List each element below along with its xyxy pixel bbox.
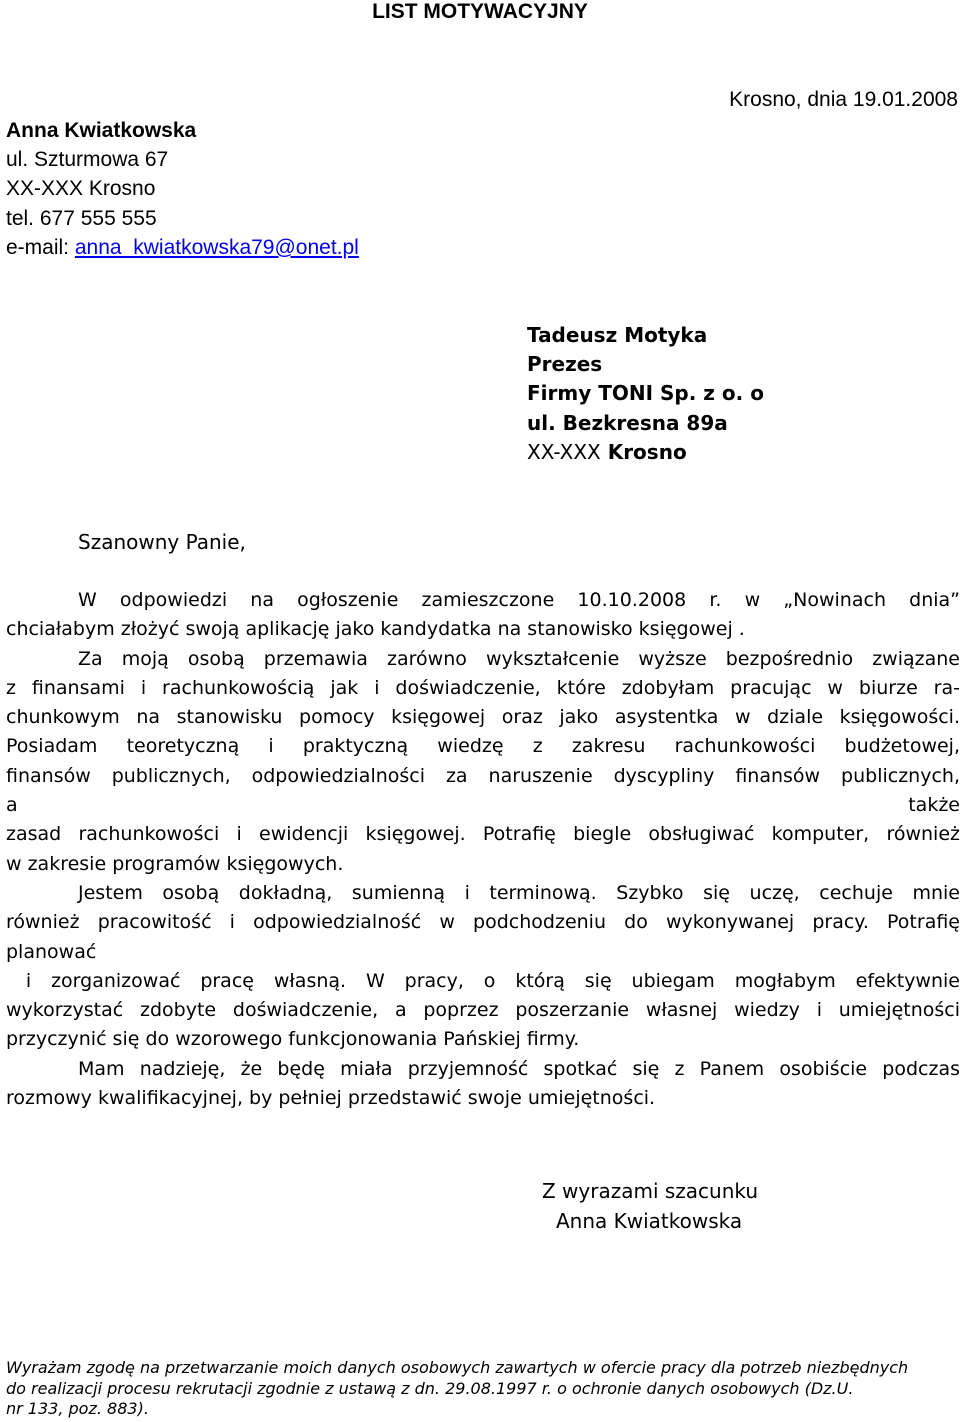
recipient-address — [527, 321, 764, 467]
sender-name: Anna Kwiatkowska — [6, 119, 197, 142]
recipient-name: Tadeusz Motyka — [527, 323, 708, 347]
place-date: Krosno, dnia 19.01.2008 — [729, 88, 958, 111]
body-line: w zakresie programów księgowych. — [6, 852, 344, 875]
consent-line: nr 133, poz. 883). — [6, 1399, 149, 1419]
body-line: planować — [6, 940, 97, 963]
body-line: rozmowy kwalifikacyjnej, by pełniej przedstawić swoje umiejętności. — [6, 1087, 656, 1110]
sender-phone: tel. 677 555 555 — [6, 206, 157, 230]
document-title: LIST MOTYWACYJNY — [372, 0, 588, 23]
closing-block — [542, 1177, 758, 1236]
body-line: Za moją osobą przemawia zarówno wykształcenie wyższe bezpośrednio związane — [78, 647, 960, 670]
body-line: Mam nadzieję, że będę miała przyjemność spotkać się z Panem osobiście podczas — [78, 1057, 960, 1080]
recipient-company: Firmy TONI Sp. z o. o — [527, 381, 764, 406]
body-line: chciałabym złożyć swoją aplikację jako kandydatka na stanowisko księgowej . — [6, 618, 745, 641]
sender-city: XX-XXX Krosno — [6, 177, 156, 201]
closing-phrase: Z wyrazami szacunku — [542, 1179, 759, 1203]
sender-email-line — [6, 233, 359, 262]
body-line: wykorzystać zdobyte doświadczenie, a poprzez poszerzanie własnej wiedzy i umiejętności — [6, 999, 960, 1022]
body-line: zasad rachunkowości i ewidencji księgowej. Potrafię biegle obsługiwać komputer, również — [6, 823, 960, 846]
recipient-city-line — [527, 438, 764, 467]
data-consent-clause — [6, 1358, 960, 1420]
salutation: Szanowny Panie, — [78, 530, 246, 554]
recipient-city: Krosno — [600, 439, 687, 464]
recipient-position: Prezes — [527, 352, 603, 377]
signature: Anna Kwiatkowska — [556, 1208, 743, 1233]
body-line: W odpowiedzi na ogłoszenie zamieszczone 10.10.2008 r. w „Nowinach dnia” — [78, 589, 960, 611]
body-line: przyczynić się do wzorowego funkcjonowania Pańskiej firmy. — [6, 1028, 580, 1051]
sender-email-link[interactable]: anna_kwiatkowska79@onet.pl — [74, 235, 359, 259]
body-line: i zorganizować pracę własną. W pracy, o którą się ubiegam mogłabym efektywnie — [6, 969, 960, 992]
sender-address — [6, 116, 359, 262]
sender-email-label: e-mail: — [6, 235, 75, 259]
consent-line: do realizacji procesu rekrutacji zgodnie z ustawą z dn. 29.08.1997 r. o ochronie danych osobowych (Dz.U. — [6, 1378, 854, 1398]
body-line: z finansami i rachunkowością jak i doświadczenie, które zdobyłam pracując w biurze ra- — [6, 676, 960, 699]
body-line: chunkowym na stanowisku pomocy księgowej oraz jako asystentka w dziale księgowości. — [6, 706, 960, 729]
body-line: również pracowitość i odpowiedzialność w podchodzeniu do wykonywanej pracy. Potrafię — [6, 911, 960, 934]
recipient-postal: XX-XXX — [527, 439, 601, 464]
body-line: Jestem osobą dokładną, sumienną i terminową. Szybko się uczę, cechuje mnie — [78, 881, 960, 904]
body-line: Posiadam teoretyczną i praktyczną wiedzę z zakresu rachunkowości budżetowej, — [6, 735, 960, 758]
body-line: a także — [6, 794, 960, 817]
consent-line: Wyrażam zgodę na przetwarzanie moich danych osobowych zawartych w ofercie pracy dla potrzeb niezbędnych — [6, 1358, 909, 1377]
letter-body — [6, 586, 960, 1113]
body-line: finansów publicznych, odpowiedzialności za naruszenie dyscypliny finansów publicznych, — [6, 764, 960, 787]
sender-street: ul. Szturmowa 67 — [6, 148, 169, 172]
recipient-street: ul. Bezkresna 89a — [527, 410, 728, 435]
